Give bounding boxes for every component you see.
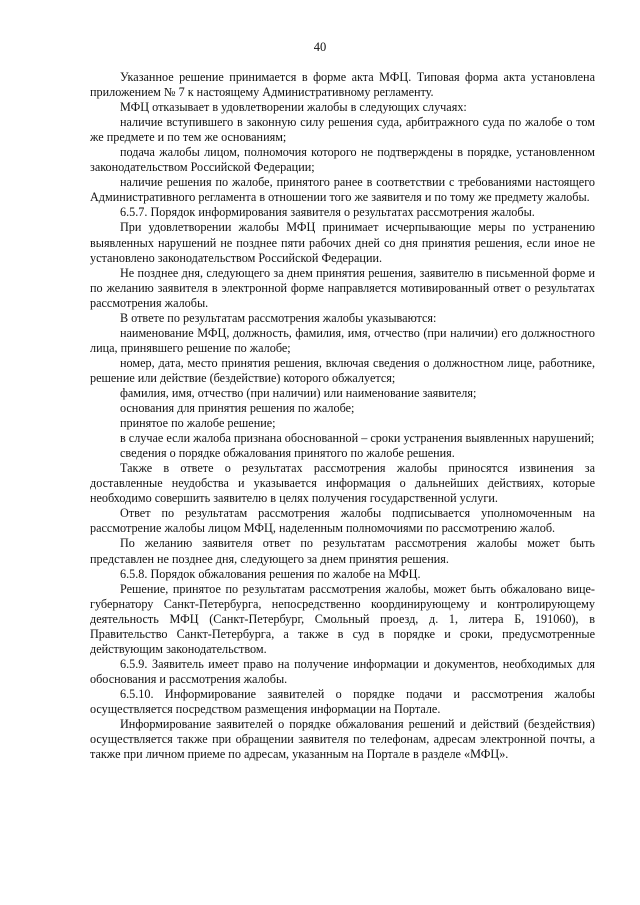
paragraph: номер, дата, место принятия решения, включая сведения о должностном лице, работнике, решение или действие (бездействие) которого обжалуется; bbox=[90, 355, 595, 385]
paragraph: принятое по жалобе решение; bbox=[120, 416, 276, 431]
section-heading: 6.5.7. Порядок информирования заявителя о результатах рассмотрения жалобы. bbox=[120, 205, 535, 220]
paragraph: 6.5.9. Заявитель имеет право на получение информации и документов, необходимых для обоснования и рассмотрения жалобы. bbox=[90, 656, 595, 686]
paragraph: основания для принятия решения по жалобе; bbox=[120, 401, 355, 416]
paragraph: сведения о порядке обжалования принятого по жалобе решения. bbox=[120, 446, 455, 461]
paragraph: 6.5.10. Информирование заявителей о порядке подачи и рассмотрения жалобы осуществляется посредством размещения информации на Портале. bbox=[90, 686, 595, 716]
paragraph: наименование МФЦ, должность, фамилия, имя, отчество (при наличии) его должностного лица, принявшего решение по жалобе; bbox=[90, 325, 595, 355]
paragraph: наличие вступившего в законную силу решения суда, арбитражного суда по жалобе о том же предмете и по тем же основаниям; bbox=[90, 115, 595, 145]
paragraph: По желанию заявителя ответ по результатам рассмотрения жалобы может быть представлен не позднее дня, следующего за днем принятия решения. bbox=[90, 536, 595, 566]
paragraph: фамилия, имя, отчество (при наличии) или наименование заявителя; bbox=[120, 385, 477, 400]
paragraph: Также в ответе о результатах рассмотрения жалобы приносятся извинения за доставленные неудобства и указывается информация о дальнейших действиях, которые необходимо совершить заявителю в целях получения государственной услуги. bbox=[90, 461, 595, 506]
paragraph: При удовлетворении жалобы МФЦ принимает исчерпывающие меры по устранению выявленных нарушений не позднее пяти рабочих дней со дня принятия решения, если иное не установлено законодательством Российской Федерации. bbox=[90, 220, 595, 265]
paragraph: подача жалобы лицом, полномочия которого не подтверждены в порядке, установленном законодательством Российской Федерации; bbox=[90, 145, 595, 175]
section-heading: 6.5.8. Порядок обжалования решения по жалобе на МФЦ. bbox=[120, 566, 421, 581]
paragraph: В ответе по результатам рассмотрения жалобы указываются: bbox=[120, 310, 437, 325]
paragraph: в случае если жалоба признана обоснованной – сроки устранения выявленных нарушений; bbox=[120, 431, 595, 446]
paragraph: МФЦ отказывает в удовлетворении жалобы в следующих случаях: bbox=[120, 100, 467, 115]
paragraph: Ответ по результатам рассмотрения жалобы подписывается уполномоченным на рассмотрение жалобы лицом МФЦ, наделенным полномочиями по рассмотрению жалоб. bbox=[90, 506, 595, 536]
paragraph: Информирование заявителей о порядке обжалования решений и действий (бездействия) осуществляется также при обращении заявителя по телефонам, адресам электронной почты, а также при личном приеме по адресам, указанным на Портале в разделе «МФЦ». bbox=[90, 717, 595, 762]
paragraph: Не позднее дня, следующего за днем принятия решения, заявителю в письменной форме и по желанию заявителя в электронной форме направляется мотивированный ответ о результатах рассмотрения жалобы. bbox=[90, 265, 595, 310]
paragraph: Решение, принятое по результатам рассмотрения жалобы, может быть обжаловано вице-губернатору Санкт-Петербурга, непосредственно координирующему и контролирующему деятельность МФЦ (Санкт-Петербург, Смольный проезд, д. 1, литера Б, 191060), в Правительство Санкт-Петербурга, а также в суд в порядке и сроки, предусмотренные действующим законодательством. bbox=[90, 581, 595, 656]
document-body bbox=[90, 70, 595, 762]
paragraph: наличие решения по жалобе, принятого ранее в соответствии с требованиями настоящего Административного регламента в отношении того же заявителя и по тому же предмету жалобы. bbox=[90, 175, 595, 205]
page-number: 40 bbox=[313, 40, 327, 54]
paragraph: Указанное решение принимается в форме акта МФЦ. Типовая форма акта установлена приложением № 7 к настоящему Административному регламенту. bbox=[90, 70, 595, 100]
